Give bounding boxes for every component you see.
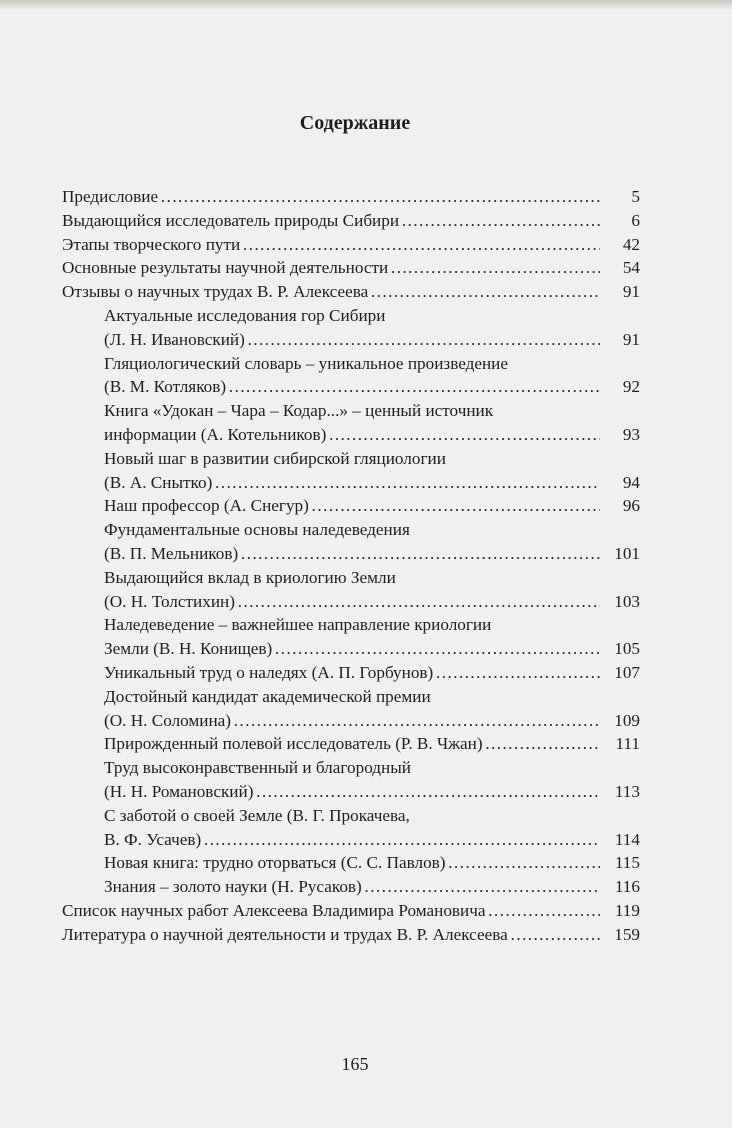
toc-entry-line — [62, 851, 640, 875]
toc-entry-title: Литература о научной деятельности и трудах В. Р. Алексеева — [62, 924, 508, 944]
toc-entry-title: Этапы творческого пути — [62, 234, 241, 254]
toc-entry-title: Земли (В. Н. Конищев) — [104, 639, 273, 659]
toc-entry-title: (О. Н. Толстихин) — [104, 591, 235, 611]
toc-entry-page: 114 — [614, 829, 640, 849]
toc-entry-page: 111 — [615, 734, 640, 754]
toc-entry-title: (Н. Н. Романовский) — [104, 781, 254, 801]
dot-leader — [228, 375, 600, 399]
toc-entry-line — [62, 732, 640, 756]
dot-leader — [328, 423, 600, 447]
toc-entry-title: (В. М. Котляков) — [104, 377, 227, 397]
toc-entry-line — [62, 756, 640, 780]
toc-entry-page: 54 — [622, 258, 640, 278]
toc-entry-title: Новая книга: трудно оторваться (С. С. Павлов) — [104, 853, 446, 873]
toc-entry-line — [62, 233, 640, 257]
toc-entry-line — [62, 375, 640, 399]
toc-entry-line — [62, 518, 640, 542]
page-title: Содержание — [299, 112, 411, 134]
toc-entry-line — [62, 875, 640, 899]
dot-leader — [401, 209, 600, 233]
toc-entry-line — [62, 685, 640, 709]
toc-entry-page: 115 — [614, 853, 640, 873]
toc-entry-title: Актуальные исследования гор Сибири — [104, 305, 386, 325]
toc-entry-page: 94 — [622, 472, 640, 492]
dot-leader — [274, 637, 600, 661]
table-of-contents — [62, 185, 640, 947]
toc-entry-line — [62, 899, 640, 923]
dot-leader — [255, 780, 600, 804]
toc-entry-line — [62, 661, 640, 685]
dot-leader — [242, 233, 600, 257]
dot-leader — [311, 494, 600, 518]
toc-entry-page: 5 — [631, 187, 640, 206]
toc-entry-title: (Л. Н. Ивановский) — [104, 329, 245, 349]
toc-entry-page: 101 — [614, 543, 640, 563]
dot-leader — [237, 590, 600, 614]
toc-entry-line — [62, 780, 640, 804]
toc-entry-title: Знания – золото науки (Н. Русаков) — [104, 877, 362, 897]
dot-leader — [233, 709, 600, 733]
toc-entry-page: 107 — [614, 662, 640, 682]
page-number: 165 — [341, 1054, 369, 1074]
toc-entry-page: 6 — [631, 210, 640, 230]
toc-entry-page: 92 — [622, 377, 640, 397]
toc-entry-page: 105 — [614, 639, 640, 659]
toc-entry-title: информации (А. Котельников) — [104, 424, 327, 444]
toc-entry-title: Уникальный труд о наледях (А. П. Горбунов) — [104, 662, 434, 682]
toc-entry-line — [62, 304, 640, 328]
toc-entry-title: Список научных работ Алексеева Владимира Романовича — [62, 900, 486, 920]
toc-entry-title: Фундаментальные основы наледеведения — [104, 520, 410, 540]
toc-entry-title: Книга «Удокан – Чара – Кодар...» – ценный источник — [104, 401, 494, 421]
dot-leader — [435, 661, 600, 685]
toc-entry-title: Труд высоконравственный и благородный — [104, 758, 411, 778]
toc-entry-page: 42 — [622, 234, 640, 254]
scan-edge-shadow — [0, 0, 732, 10]
toc-entry-line — [62, 542, 640, 566]
toc-entry-line — [62, 209, 640, 233]
toc-entry-title: Новый шаг в развитии сибирской гляциологии — [104, 448, 446, 468]
toc-entry-page: 91 — [622, 282, 640, 302]
toc-entry-page: 113 — [614, 781, 640, 801]
toc-entry-page: 93 — [622, 424, 640, 444]
toc-entry-line — [62, 804, 640, 828]
toc-entry-title: Прирожденный полевой исследователь (Р. В. Чжан) — [104, 734, 483, 754]
toc-entry-title: (О. Н. Соломина) — [104, 710, 232, 730]
toc-entry-page: 91 — [622, 329, 640, 349]
toc-entry-line — [62, 494, 640, 518]
dot-leader — [485, 732, 600, 756]
dot-leader — [510, 923, 600, 947]
toc-entry-line — [62, 566, 640, 590]
toc-entry-page: 119 — [614, 900, 640, 920]
dot-leader — [370, 280, 600, 304]
toc-entry-title: С заботой о своей Земле (В. Г. Прокачева, — [104, 805, 410, 825]
dot-leader — [390, 256, 600, 280]
toc-entry-title: В. Ф. Усачев) — [104, 829, 202, 849]
toc-entry-page: 96 — [622, 496, 640, 516]
toc-entry-line — [62, 637, 640, 661]
toc-entry-line — [62, 923, 640, 947]
toc-entry-line — [62, 590, 640, 614]
dot-leader — [448, 851, 600, 875]
toc-entry-title: Наш профессор (А. Снегур) — [104, 496, 309, 516]
toc-entry-title: Достойный кандидат академической премии — [104, 686, 431, 706]
dot-leader — [240, 542, 600, 566]
toc-entry-line — [62, 399, 640, 423]
toc-entry-title: Гляциологический словарь – уникальное произведение — [104, 353, 509, 373]
dot-leader — [247, 328, 600, 352]
dot-leader — [160, 185, 600, 209]
toc-entry-title: Отзывы о научных трудах В. Р. Алексеева — [62, 282, 369, 302]
dot-leader — [488, 899, 600, 923]
toc-entry-line — [62, 423, 640, 447]
toc-entry-line — [62, 828, 640, 852]
toc-entry-page: 116 — [614, 877, 640, 897]
toc-entry-title: Выдающийся вклад в криологию Земли — [104, 567, 396, 587]
toc-entry-title: (В. А. Снытко) — [104, 472, 213, 492]
toc-entry-line — [62, 447, 640, 471]
dot-leader — [364, 875, 600, 899]
toc-entry-line — [62, 471, 640, 495]
toc-entry-page: 109 — [614, 710, 640, 730]
toc-entry-line — [62, 256, 640, 280]
toc-entry-title: Предисловие — [62, 187, 159, 206]
toc-entry-line — [62, 280, 640, 304]
toc-entry-line — [62, 709, 640, 733]
toc-entry-line — [62, 613, 640, 637]
toc-entry-page: 103 — [614, 591, 640, 611]
toc-entry-line — [62, 185, 640, 209]
dot-leader — [214, 471, 600, 495]
toc-entry-line — [62, 352, 640, 376]
toc-entry-title: (В. П. Мельников) — [104, 543, 239, 563]
toc-entry-line — [62, 328, 640, 352]
toc-entry-title: Наледеведение – важнейшее направление криологии — [104, 615, 492, 635]
toc-entry-title: Выдающийся исследователь природы Сибири — [62, 210, 400, 230]
dot-leader — [203, 828, 600, 852]
toc-entry-title: Основные результаты научной деятельности — [62, 258, 389, 278]
toc-entry-page: 159 — [614, 924, 640, 944]
